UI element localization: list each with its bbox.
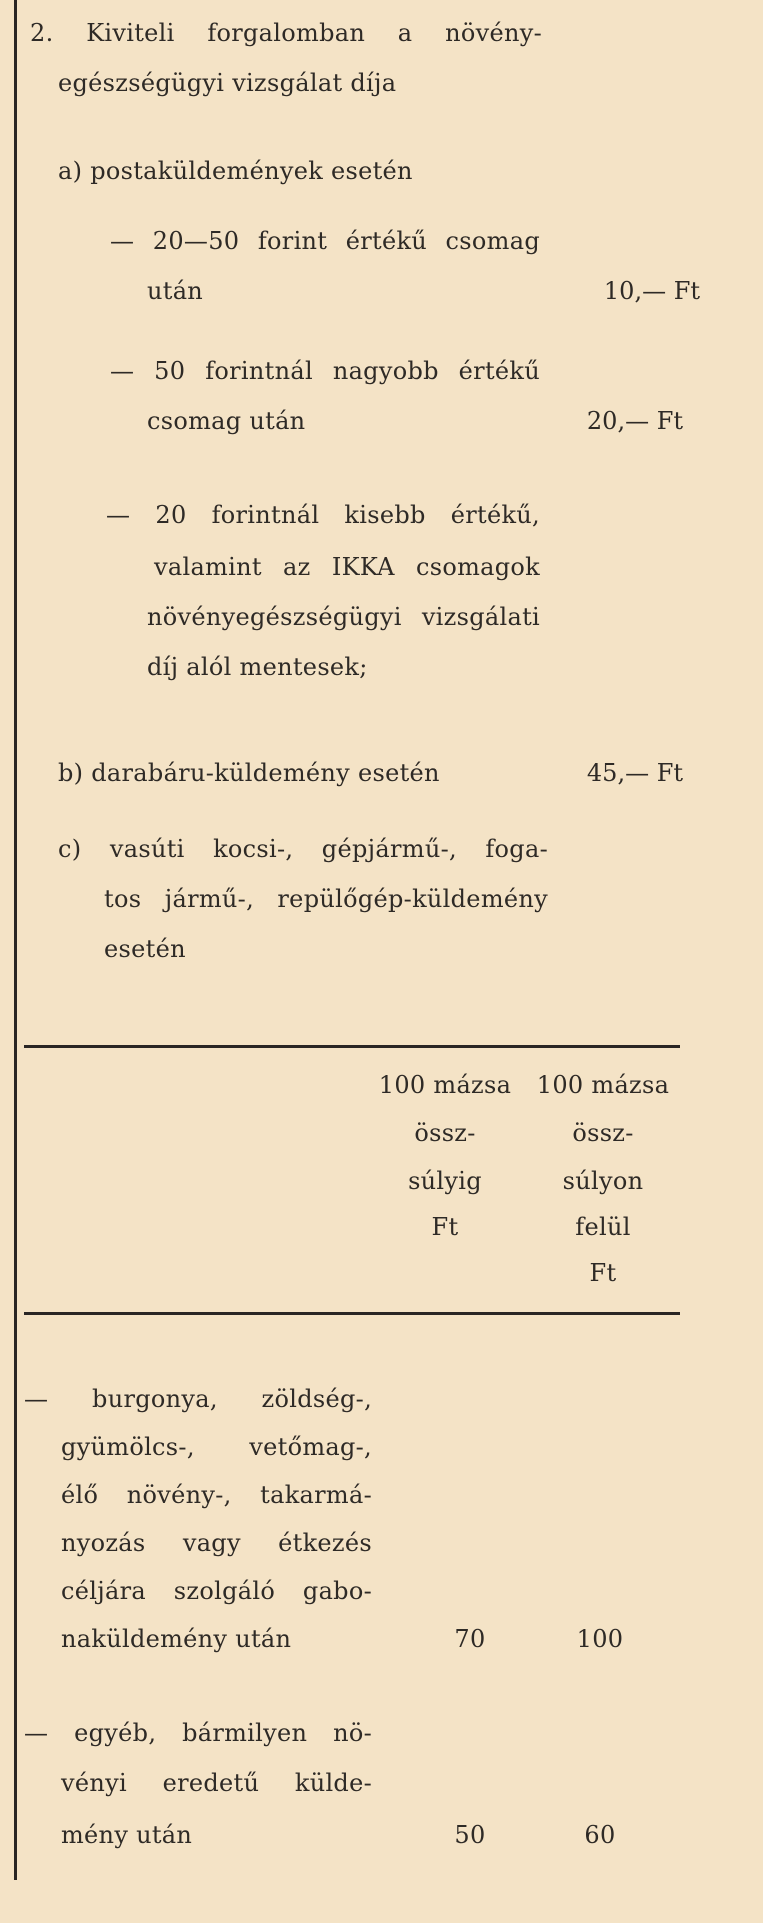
row2-value2: 60 — [584, 1821, 616, 1849]
exempt-line-2: valamint az IKKA csomagok — [154, 553, 540, 581]
item-a-label: a) postaküldemények esetén — [58, 157, 413, 185]
section-title-cont: egészségügyi vizsgálat díja — [58, 69, 397, 97]
col1-header-3: súlyig — [408, 1167, 482, 1195]
item-b-price: 45,— Ft — [586, 759, 683, 787]
col2-header-5: Ft — [589, 1259, 617, 1287]
item-a1-line1: — 20—50 forint értékű csomag — [110, 227, 540, 255]
item-a2-price: 20,— Ft — [586, 407, 683, 435]
col2-header-3: súlyon — [562, 1167, 644, 1195]
item-a2-line1: — 50 forintnál nagyobb értékű — [110, 357, 540, 385]
col2-header-1: 100 mázsa — [536, 1071, 670, 1099]
section-title: 2. Kiviteli forgalomban a növény- — [30, 19, 542, 47]
exempt-line-4: díj alól mentesek; — [147, 653, 368, 681]
row2-line3: mény után — [61, 1821, 193, 1849]
row1-line4: nyozás vagy étkezés — [61, 1529, 372, 1557]
col1-header-1: 100 mázsa — [378, 1071, 512, 1099]
col2-header-4: felül — [575, 1213, 631, 1241]
row1-line6: naküldemény után — [61, 1625, 292, 1653]
row2-line2: vényi eredetű külde- — [61, 1769, 372, 1797]
exempt-line-3: növényegészségügyi vizsgálati — [147, 603, 540, 631]
row1-line1: — burgonya, zöldség-, — [24, 1385, 372, 1413]
item-b-label: b) darabáru-küldemény esetén — [58, 759, 440, 787]
row1-value1: 70 — [454, 1625, 486, 1653]
row1-line2: gyümölcs-, vetőmag-, — [61, 1433, 372, 1461]
row2-value1: 50 — [454, 1821, 486, 1849]
item-a1-line2: után — [147, 277, 204, 305]
col2-header-2: össz- — [572, 1119, 634, 1147]
margin-bar — [14, 0, 17, 1880]
row1-line5: céljára szolgáló gabo- — [61, 1577, 372, 1605]
col1-header-4: Ft — [431, 1213, 459, 1241]
item-a2-line2: csomag után — [147, 407, 306, 435]
row1-line3: élő növény-, takarmá- — [61, 1481, 372, 1509]
table-rule-bottom — [24, 1312, 680, 1315]
table-rule-top — [24, 1045, 680, 1048]
item-c-line3: esetén — [104, 935, 186, 963]
item-a1-price: 10,— Ft — [603, 277, 700, 305]
exempt-line-1: — 20 forintnál kisebb értékű, — [106, 501, 540, 529]
row2-line1: — egyéb, bármilyen nö- — [24, 1719, 372, 1747]
col1-header-2: össz- — [414, 1119, 476, 1147]
item-c-line1: c) vasúti kocsi-, gépjármű-, foga- — [58, 835, 548, 863]
item-c-line2: tos jármű-, repülőgép-küldemény — [104, 885, 548, 913]
row1-value2: 100 — [576, 1625, 624, 1653]
